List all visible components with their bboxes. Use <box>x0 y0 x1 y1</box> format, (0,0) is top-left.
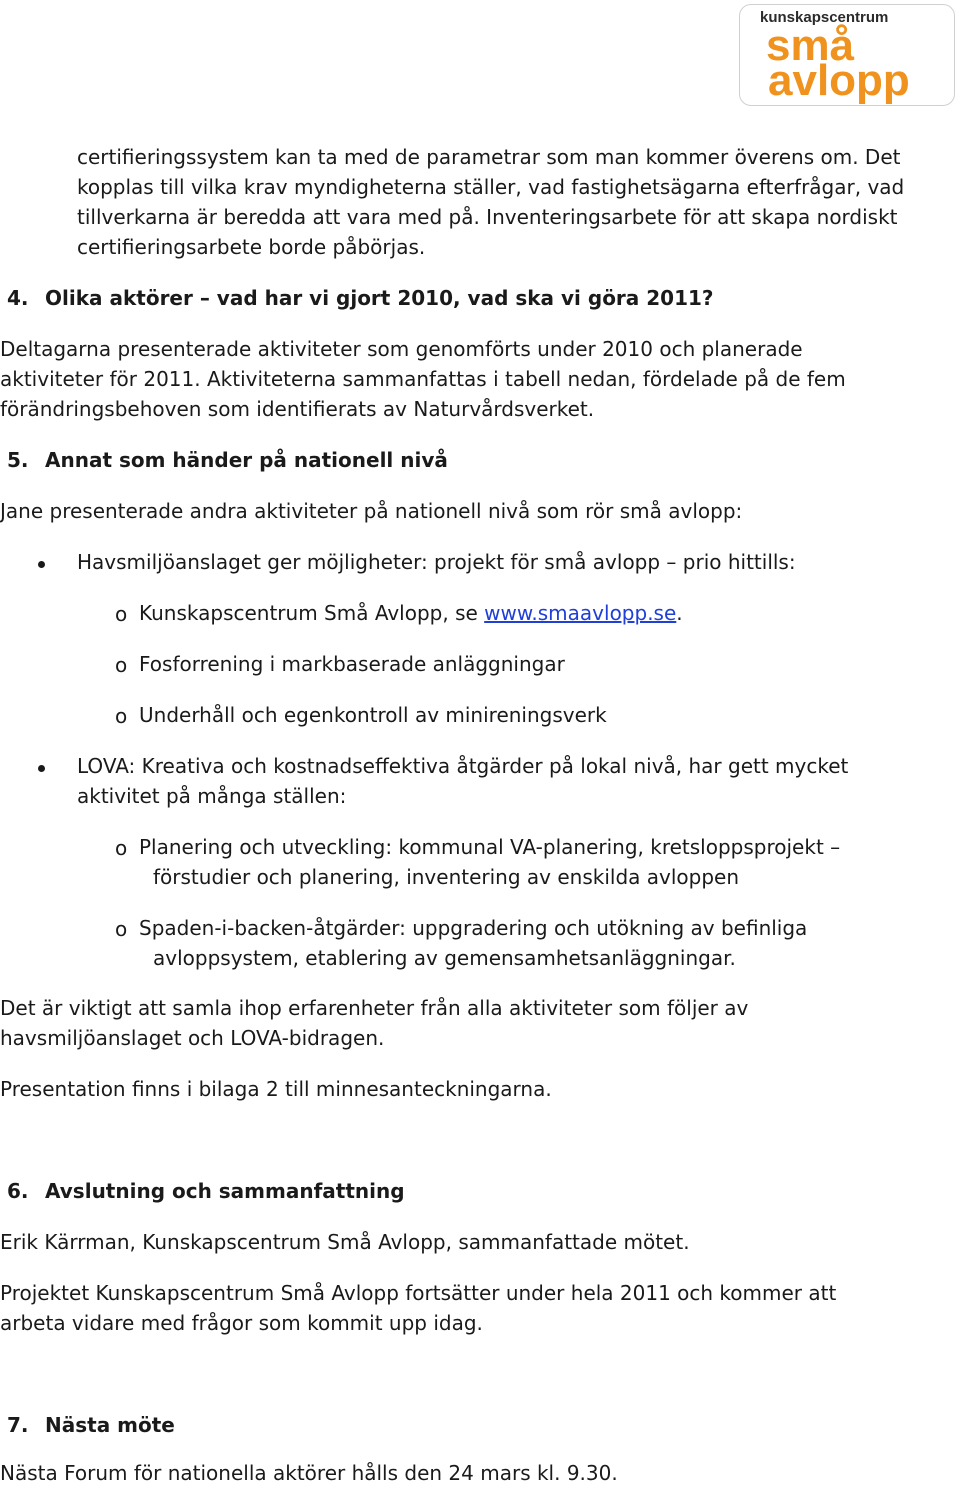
bullet-1-sub-2: Fosforrening i markbaserade anläggningar <box>139 652 565 676</box>
logo-top-text: kunskapscentrum <box>760 9 889 26</box>
bullet-2-line-1: LOVA: Kreativa och kostnadseffektiva åtgärder på lokal nivå, har gett mycket <box>77 754 849 778</box>
intro-line-4: certifieringsarbete borde påbörjas. <box>77 235 426 259</box>
section-5-para-1-line-2: havsmiljöanslaget och LOVA-bidragen. <box>0 1026 385 1050</box>
bullet-2-sub-1-line-1: Planering och utveckling: kommunal VA-planering, kretsloppsprojekt – <box>139 835 841 859</box>
bullet-1-sub-1 <box>139 598 683 628</box>
logo-line1: små <box>766 21 855 70</box>
bullet-marker-2 <box>38 765 45 772</box>
section-5-number: 5. <box>7 448 29 472</box>
section-4-line-1: Deltagarna presenterade aktiviteter som genomförts under 2010 och planerade <box>0 337 803 361</box>
section-6-title: Avslutning och sammanfattning <box>45 1179 405 1203</box>
bullet-2-sub-2-line-2: avloppsystem, etablering av gemensamhetsanläggningar. <box>153 946 736 970</box>
section-4-line-3: förändringsbehoven som identifierats av Naturvårdsverket. <box>0 397 595 421</box>
section-7-number: 7. <box>7 1413 29 1437</box>
section-4-title: Olika aktörer – vad har vi gjort 2010, vad ska vi göra 2011? <box>45 286 714 310</box>
sub-marker-2: o <box>115 653 128 677</box>
intro-line-1: certifieringssystem kan ta med de parametrar som man kommer överens om. Det <box>77 145 901 169</box>
intro-line-2: kopplas till vilka krav myndigheterna ställer, vad fastighetsägarna efterfrågar, vad <box>77 175 905 199</box>
section-6-para-1: Erik Kärrman, Kunskapscentrum Små Avlopp, sammanfattade mötet. <box>0 1230 690 1254</box>
section-5-intro: Jane presenterade andra aktiviteter på nationell nivå som rör små avlopp: <box>0 499 743 523</box>
section-4-heading <box>7 283 714 313</box>
sub-marker-3: o <box>115 704 128 728</box>
bullet-1-sub-3: Underhåll och egenkontroll av minireningsverk <box>139 703 607 727</box>
intro-line-3: tillverkarna är beredda att vara med på. Inventeringsarbete för att skapa nordiskt <box>77 205 898 229</box>
section-5-para-1-line-1: Det är viktigt att samla ihop erfarenheter från alla aktiviteter som följer av <box>0 996 749 1020</box>
section-5-heading <box>7 445 448 475</box>
logo-line2: avlopp <box>768 56 910 105</box>
logo-graphic <box>740 5 954 105</box>
section-5-para-2: Presentation finns i bilaga 2 till minnesanteckningarna. <box>0 1077 552 1101</box>
sub-marker-4: o <box>115 836 128 860</box>
bullet-2-sub-1-line-2: förstudier och planering, inventering av enskilda avloppen <box>153 865 740 889</box>
logo-kunskapscentrum-sma-avlopp <box>739 4 955 106</box>
section-6-heading <box>7 1176 405 1206</box>
sub-marker-1: o <box>115 602 128 626</box>
section-6-para-2-line-1: Projektet Kunskapscentrum Små Avlopp fortsätter under hela 2011 och kommer att <box>0 1281 837 1305</box>
bullet-1-text: Havsmiljöanslaget ger möjligheter: projekt för små avlopp – prio hittills: <box>77 550 796 574</box>
bullet-1-sub-1-prefix: Kunskapscentrum Små Avlopp, se <box>139 601 485 625</box>
section-5-title: Annat som händer på nationell nivå <box>45 448 448 472</box>
section-7-title: Nästa möte <box>45 1413 175 1437</box>
section-4-line-2: aktiviteter för 2011. Aktiviteterna sammanfattas i tabell nedan, fördelade på de fem <box>0 367 846 391</box>
bullet-2-sub-2-line-1: Spaden-i-backen-åtgärder: uppgradering och utökning av befinliga <box>139 916 808 940</box>
section-7-para: Nästa Forum för nationella aktörer hålls den 24 mars kl. 9.30. <box>0 1461 618 1485</box>
section-4-number: 4. <box>7 286 29 310</box>
bullet-2-line-2: aktivitet på många ställen: <box>77 784 347 808</box>
smaavlopp-link[interactable]: www.smaavlopp.se <box>484 601 677 625</box>
bullet-1-sub-1-suffix: . <box>676 601 683 625</box>
sub-marker-5: o <box>115 917 128 941</box>
section-6-para-2-line-2: arbeta vidare med frågor som kommit upp idag. <box>0 1311 483 1335</box>
section-6-number: 6. <box>7 1179 29 1203</box>
section-7-heading <box>7 1410 175 1440</box>
bullet-marker-1 <box>38 561 45 568</box>
